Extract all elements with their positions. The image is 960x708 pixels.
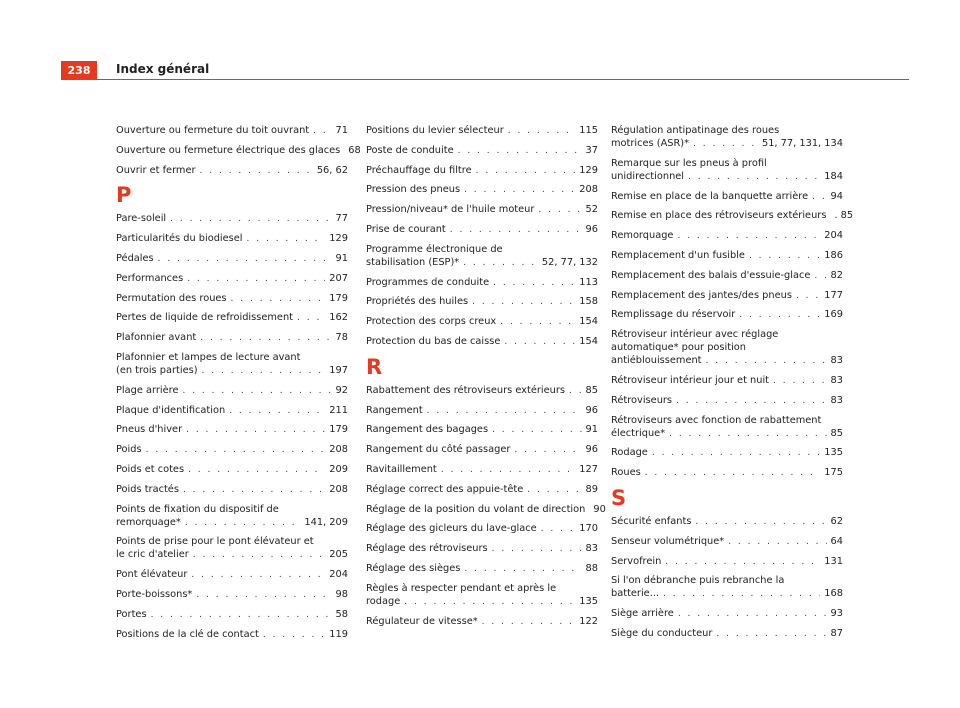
leader-dots xyxy=(716,628,826,641)
index-entry-text: Points de prise pour le pont élévateur et xyxy=(116,536,314,548)
index-entry xyxy=(366,542,598,556)
index-entry-text: Protection des corps creux xyxy=(366,316,497,328)
leader-dots xyxy=(182,385,331,398)
index-entry xyxy=(366,423,598,437)
leader-dots xyxy=(200,332,331,345)
leader-dots xyxy=(812,191,826,204)
leader-dots xyxy=(158,253,332,266)
index-entry-page: 89 xyxy=(585,483,598,495)
index-entry-page: 113 xyxy=(579,276,598,288)
index-entry xyxy=(116,568,348,582)
index-entry-page: 90 xyxy=(593,503,606,515)
leader-dots xyxy=(464,184,575,197)
index-entry xyxy=(116,443,348,457)
leader-dots xyxy=(492,543,582,556)
index-entry xyxy=(366,183,598,197)
index-entry-page: 168 xyxy=(824,588,843,600)
index-entry-page: 209 xyxy=(329,463,348,475)
leader-dots xyxy=(514,444,581,457)
leader-dots xyxy=(200,165,313,178)
index-entry-text: Rangement du côté passager xyxy=(366,444,511,456)
index-entry xyxy=(116,463,348,477)
index-entry-text: Remise en place de la banquette arrière xyxy=(611,190,809,202)
index-entry xyxy=(611,157,843,184)
leader-dots xyxy=(569,385,582,398)
index-entry-text: Particularités du biodiesel xyxy=(116,233,243,245)
header-rule xyxy=(61,79,909,80)
index-entry xyxy=(366,562,598,576)
leader-dots xyxy=(492,424,581,437)
index-entry-page: 92 xyxy=(335,384,348,396)
leader-dots xyxy=(728,536,826,549)
index-entry-text: Régulation antipatinage des roues xyxy=(611,125,780,136)
index-entry-text: Pression/niveau* de l'huile moteur xyxy=(366,204,535,216)
section-letter: S xyxy=(611,485,627,510)
leader-dots xyxy=(441,464,576,477)
leader-dots xyxy=(472,296,575,309)
leader-dots xyxy=(196,589,331,602)
index-entry xyxy=(366,144,598,158)
index-entry-text: Si l'on débranche puis rebranche la xyxy=(611,575,785,587)
index-entry xyxy=(611,209,854,223)
index-entry xyxy=(116,232,348,246)
index-entry xyxy=(116,164,348,178)
index-entry xyxy=(116,212,348,226)
index-entry-text: antiéblouissement xyxy=(611,355,702,367)
leader-dots xyxy=(170,213,331,226)
index-entry-text: le cric d'atelier xyxy=(116,549,189,561)
leader-dots xyxy=(538,204,581,217)
index-entry-page: 154 xyxy=(579,335,598,347)
index-entry xyxy=(611,607,843,621)
index-entry-text: Portes xyxy=(116,608,147,620)
leader-dots xyxy=(493,277,575,290)
index-entry xyxy=(116,144,361,158)
index-entry-text: Régulateur de vitesse* xyxy=(366,615,478,627)
index-entry xyxy=(611,124,843,151)
index-entry-page: 170 xyxy=(579,523,598,535)
index-entry-text: Plafonnier avant xyxy=(116,332,197,344)
index-entry xyxy=(366,276,598,290)
index-entry-text: Rabattement des rétroviseurs extérieurs xyxy=(366,384,565,396)
index-entry-text: Servofrein xyxy=(611,555,662,567)
index-entry xyxy=(116,588,348,602)
leader-dots xyxy=(146,444,326,457)
leader-dots xyxy=(427,405,582,418)
index-entry-text: Programmes de conduite xyxy=(366,276,490,288)
index-entry-text: Plage arrière xyxy=(116,384,179,396)
index-entry-page: 83 xyxy=(830,374,843,386)
index-entry xyxy=(366,582,598,609)
index-entry-page: 122 xyxy=(579,615,598,627)
index-entry-text: Réglage de la position du volant de direction xyxy=(366,503,586,515)
index-entry-page: 56, 62 xyxy=(316,164,348,176)
index-entry xyxy=(366,615,598,629)
index-entry-page: 127 xyxy=(579,463,598,475)
leader-dots xyxy=(404,596,575,609)
index-entry-text: Rangement xyxy=(366,404,423,416)
index-entry-text: Ouverture ou fermeture électrique des glaces xyxy=(116,144,341,156)
index-entry-page: 179 xyxy=(329,292,348,304)
index-entry-text: Remplissage du réservoir xyxy=(611,309,736,321)
index-entry xyxy=(366,384,598,398)
index-entry-page: 37 xyxy=(585,144,598,156)
index-entry-text: Prise de courant xyxy=(366,223,446,235)
index-entry-text: Rodage xyxy=(611,447,648,459)
index-entry-text: rodage xyxy=(366,595,401,607)
index-entry-page: 129 xyxy=(329,233,348,245)
index-entry xyxy=(611,414,843,441)
index-entry xyxy=(116,384,348,398)
leader-dots xyxy=(678,608,827,621)
index-entry-page: 204 xyxy=(824,230,843,242)
index-entry-text: Pneus d'hiver xyxy=(116,424,183,436)
index-entry xyxy=(116,124,348,138)
index-entry xyxy=(116,331,348,345)
index-entry-text: Poids xyxy=(116,444,142,456)
index-entry xyxy=(611,627,843,641)
leader-dots xyxy=(706,355,827,368)
index-entry xyxy=(611,289,843,303)
leader-dots xyxy=(645,467,821,480)
index-entry xyxy=(366,483,598,497)
index-entry-page: 129 xyxy=(579,164,598,176)
index-entry-page: 205 xyxy=(329,549,348,561)
index-entry xyxy=(116,404,348,418)
page-title: Index général xyxy=(116,62,210,76)
index-entry xyxy=(366,335,598,349)
leader-dots xyxy=(796,290,820,303)
index-entry xyxy=(366,315,598,329)
index-entry xyxy=(116,272,348,286)
index-entry-page: 162 xyxy=(329,312,348,324)
leader-dots xyxy=(739,309,820,322)
leader-dots xyxy=(188,464,325,477)
index-entry-text: Siège arrière xyxy=(611,608,674,620)
leader-dots xyxy=(247,233,326,246)
index-entry-page: 169 xyxy=(824,309,843,321)
index-entry-text: Remplacement des jantes/des pneus xyxy=(611,289,792,301)
index-entry-page: 68 xyxy=(348,144,361,156)
index-entry-text: Pédales xyxy=(116,252,154,264)
index-entry xyxy=(611,229,843,243)
index-entry xyxy=(116,351,348,378)
index-entry-page: 62 xyxy=(830,515,843,527)
index-entry-page: 58 xyxy=(335,608,348,620)
section-letter: R xyxy=(366,354,383,379)
index-entry-page: 211 xyxy=(329,404,348,416)
index-column-2 xyxy=(366,124,606,634)
index-entry xyxy=(611,374,843,388)
index-entry-page: 52, 77, 132 xyxy=(541,256,598,268)
index-entry-page: 83 xyxy=(830,394,843,406)
index-column-1 xyxy=(116,124,361,647)
index-entry-text: unidirectionnel xyxy=(611,170,685,182)
leader-dots xyxy=(185,517,301,530)
index-entry-text: Rangement des bagages xyxy=(366,424,489,436)
index-entry-page: 154 xyxy=(579,316,598,328)
index-entry-page: 88 xyxy=(585,562,598,574)
index-entry-text: Remarque sur les pneus à profil xyxy=(611,157,767,169)
index-entry xyxy=(611,190,843,204)
index-entry-text: Poste de conduite xyxy=(366,144,454,156)
leader-dots xyxy=(663,588,820,601)
index-entry-text: Positions de la clé de contact xyxy=(116,628,259,640)
index-entry-page: 71 xyxy=(335,125,348,136)
leader-dots xyxy=(669,428,826,441)
index-entry xyxy=(116,423,348,437)
index-entry xyxy=(366,223,598,237)
index-entry-page: 85 xyxy=(585,384,598,396)
index-entry xyxy=(116,311,348,325)
leader-dots xyxy=(183,484,325,497)
index-entry-text: Réglage correct des appuie-tête xyxy=(366,483,524,495)
leader-dots xyxy=(464,563,581,576)
leader-dots xyxy=(541,523,576,536)
index-entry-text: Ravitaillement xyxy=(366,463,437,475)
index-entry xyxy=(366,443,598,457)
index-entry xyxy=(611,394,843,408)
leader-dots xyxy=(500,316,575,329)
index-entry-page: 115 xyxy=(579,125,598,136)
index-entry-text: Permutation des roues xyxy=(116,292,227,304)
leader-dots xyxy=(508,125,576,138)
leader-dots xyxy=(693,138,758,151)
index-entry-text: Propriétés des huiles xyxy=(366,296,469,308)
index-entry xyxy=(116,535,348,562)
index-entry-text: Poids et cotes xyxy=(116,463,185,475)
index-entry-text: Programme électronique de xyxy=(366,243,503,255)
index-entry-text: Protection du bas de caisse xyxy=(366,335,501,347)
index-entry-text: Remorquage xyxy=(611,230,674,242)
index-entry-text: Rétroviseur intérieur jour et nuit xyxy=(611,374,770,386)
index-entry xyxy=(366,164,598,178)
index-entry-page: 208 xyxy=(329,444,348,456)
index-entry-page: 91 xyxy=(585,424,598,436)
index-entry-text: Réglage des gicleurs du lave-glace xyxy=(366,523,537,535)
index-entry xyxy=(116,483,348,497)
index-entry-page: 91 xyxy=(335,252,348,264)
index-entry-page: 208 xyxy=(329,483,348,495)
index-entry-text: Rétroviseur intérieur avec réglage xyxy=(611,329,779,341)
index-entry-page: 119 xyxy=(329,628,348,640)
leader-dots xyxy=(202,365,326,378)
index-entry-page: 197 xyxy=(329,364,348,376)
index-entry-page: 207 xyxy=(329,272,348,284)
index-entry xyxy=(366,203,598,217)
index-entry-page: 208 xyxy=(579,184,598,196)
index-entry xyxy=(366,522,598,536)
index-entry-page: 78 xyxy=(335,332,348,344)
index-entry-text: automatique* pour position xyxy=(611,342,746,354)
index-entry-text: Règles à respecter pendant et après le xyxy=(366,582,557,594)
index-entry xyxy=(611,555,843,569)
index-entry xyxy=(366,124,598,138)
leader-dots xyxy=(695,516,826,529)
index-entry-text: batterie... xyxy=(611,588,660,600)
index-entry xyxy=(116,608,348,622)
index-entry xyxy=(366,243,598,270)
index-entry-page: 94 xyxy=(830,190,843,202)
index-entry-page: 135 xyxy=(579,595,598,607)
index-entry-text: stabilisation (ESP)* xyxy=(366,256,460,268)
leader-dots xyxy=(814,270,826,283)
index-entry-text: Poids tractés xyxy=(116,483,179,495)
leader-dots xyxy=(151,609,332,622)
index-entry-page: 186 xyxy=(824,249,843,261)
index-entry-page: 82 xyxy=(830,269,843,281)
leader-dots xyxy=(688,171,820,184)
leader-dots xyxy=(749,250,820,263)
index-entry-text: remorquage* xyxy=(116,516,181,528)
index-entry xyxy=(116,503,348,530)
index-entry-text: Réglage des rétroviseurs xyxy=(366,543,488,555)
index-entry-page: 87 xyxy=(830,627,843,639)
index-entry-page: 96 xyxy=(585,444,598,456)
index-entry xyxy=(366,404,598,418)
index-entry-text: électrique* xyxy=(611,427,666,439)
index-entry-text: Pont élévateur xyxy=(116,569,188,581)
index-entry-page: 184 xyxy=(824,170,843,182)
leader-dots xyxy=(313,125,331,138)
leader-dots xyxy=(677,230,820,243)
index-entry xyxy=(366,295,598,309)
leader-dots xyxy=(263,629,325,642)
leader-dots xyxy=(665,556,820,569)
leader-dots xyxy=(187,273,325,286)
index-entry-text: Remplacement des balais d'essuie-glace xyxy=(611,269,811,281)
index-entry-page: 177 xyxy=(824,289,843,301)
index-entry-text: Porte-boissons* xyxy=(116,588,193,600)
index-entry-text: Pare-soleil xyxy=(116,213,167,225)
leader-dots xyxy=(652,447,820,460)
leader-dots xyxy=(231,293,326,306)
index-entry-page: 85 xyxy=(830,427,843,439)
index-entry xyxy=(611,515,843,529)
index-entry xyxy=(366,463,598,477)
index-entry-text: Roues xyxy=(611,467,641,479)
index-entry xyxy=(366,503,606,517)
index-entry-page: 83 xyxy=(830,355,843,367)
leader-dots xyxy=(450,224,582,237)
index-entry-text: Pression des pneus xyxy=(366,184,461,196)
index-entry-text: Plaque d'identification xyxy=(116,404,226,416)
index-entry-page: 77 xyxy=(335,213,348,225)
index-entry-text: Réglage des sièges xyxy=(366,562,461,574)
index-entry-page: 51, 77, 131, 134 xyxy=(761,138,843,149)
index-entry-page: 64 xyxy=(830,535,843,547)
leader-dots xyxy=(476,165,576,178)
index-entry xyxy=(116,292,348,306)
index-entry xyxy=(611,574,843,601)
leader-dots xyxy=(191,569,325,582)
index-entry-text: motrices (ASR)* xyxy=(611,138,690,149)
index-entry xyxy=(611,269,843,283)
leader-dots xyxy=(229,405,325,418)
index-entry-page: 96 xyxy=(585,223,598,235)
index-entry-page: 204 xyxy=(329,569,348,581)
index-entry-page: 52 xyxy=(585,204,598,216)
index-entry xyxy=(611,308,843,322)
index-entry-text: Pertes de liquide de refroidissement xyxy=(116,312,293,324)
leader-dots xyxy=(773,375,827,388)
index-entry-text: Remise en place des rétroviseurs extérieurs xyxy=(611,210,827,222)
index-entry xyxy=(611,466,843,480)
index-entry-text: Rétroviseurs xyxy=(611,394,673,406)
index-entry-page: 93 xyxy=(830,608,843,620)
index-entry-page: 179 xyxy=(329,424,348,436)
section-letter: P xyxy=(116,183,132,208)
index-entry-text: Plafonnier et lampes de lecture avant xyxy=(116,351,301,363)
index-entry-text: Ouvrir et fermer xyxy=(116,164,196,176)
leader-dots xyxy=(458,145,582,158)
leader-dots xyxy=(463,257,538,270)
leader-dots xyxy=(186,424,325,437)
index-entry-text: Siège du conducteur xyxy=(611,627,713,639)
index-entry-page: 141, 209 xyxy=(304,516,348,528)
index-entry-text: Sécurité enfants xyxy=(611,515,692,527)
index-entry-page: 175 xyxy=(824,467,843,479)
leader-dots xyxy=(527,484,581,497)
index-entry-text: (en trois parties) xyxy=(116,364,198,376)
index-entry xyxy=(611,535,843,549)
index-entry-page: . 85 xyxy=(834,210,854,222)
leader-dots xyxy=(504,336,575,349)
index-entry-text: Positions du levier sélecteur xyxy=(366,125,504,136)
index-entry xyxy=(116,628,348,642)
index-entry-text: Points de fixation du dispositif de xyxy=(116,503,279,515)
leader-dots xyxy=(193,549,326,562)
index-entry-page: 131 xyxy=(824,555,843,567)
index-entry xyxy=(611,249,843,263)
index-column-3 xyxy=(611,124,854,647)
index-entry-text: Performances xyxy=(116,272,184,284)
index-entry xyxy=(611,446,843,460)
leader-dots xyxy=(482,616,576,629)
page-number-badge: 238 xyxy=(61,61,97,79)
index-entry-text: Senseur volumétrique* xyxy=(611,535,725,547)
index-entry-page: 98 xyxy=(335,588,348,600)
index-entry-page: 96 xyxy=(585,404,598,416)
index-entry-page: 83 xyxy=(585,543,598,555)
leader-dots xyxy=(676,395,826,408)
index-entry xyxy=(611,328,843,368)
index-entry-text: Ouverture ou fermeture du toit ouvrant xyxy=(116,125,310,136)
index-entry-text: Rétroviseurs avec fonction de rabattement xyxy=(611,414,822,426)
index-entry-text: Préchauffage du filtre xyxy=(366,164,472,176)
index-entry xyxy=(116,252,348,266)
index-entry-page: 135 xyxy=(824,447,843,459)
index-entry-text: Remplacement d'un fusible xyxy=(611,249,745,261)
index-entry-page: 158 xyxy=(579,296,598,308)
leader-dots xyxy=(297,312,325,325)
